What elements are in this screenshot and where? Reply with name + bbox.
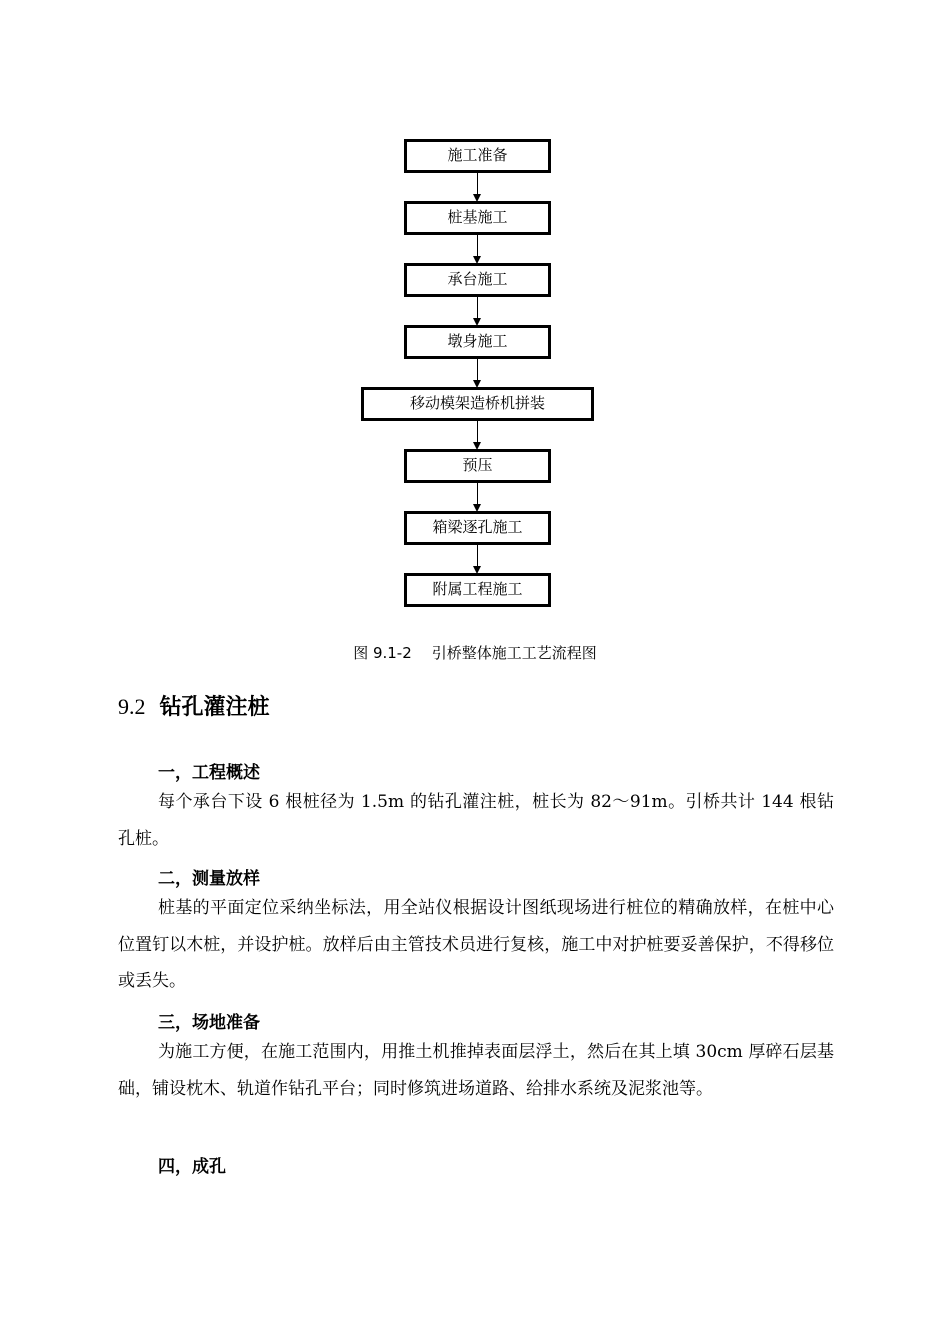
construction-flowchart (0, 0, 950, 630)
flow-step-preparation: 施工准备 (404, 139, 551, 173)
paragraph-site-prep: 为施工方便，在施工范围内，用推土机推掉表面层浮土，然后在其上填 30cm 厚碎石层基础，铺设枕木、轨道作钻孔平台；同时修筑进场道路、给排水系统及泥浆池等。 (118, 1042, 834, 1099)
section-title: 钻孔灌注桩 (159, 695, 270, 720)
flow-connector (477, 545, 478, 566)
flow-step-box-girder: 箱梁逐孔施工 (404, 511, 551, 545)
flow-step-pier-body: 墩身施工 (404, 325, 551, 359)
figure-caption (0, 642, 950, 663)
section-number: 9.2 (118, 694, 146, 719)
paragraph-overview: 每个承台下设 6 根桩径为 1.5m 的钻孔灌注桩，桩长为 82～91m。引桥共计 144 根钻孔桩。 (118, 792, 834, 849)
flow-step-ancillary-works: 附属工程施工 (404, 573, 551, 607)
subsection-heading-boring: 四，成孔 (158, 1157, 226, 1177)
flow-step-pile-foundation: 桩基施工 (404, 201, 551, 235)
flow-step-pile-cap: 承台施工 (404, 263, 551, 297)
subsection-heading-overview: 一，工程概述 (158, 763, 260, 783)
flow-connector (477, 421, 478, 442)
subsection-heading-site-prep: 三，场地准备 (158, 1013, 260, 1033)
flow-connector (477, 173, 478, 194)
subsection-heading-survey: 二，测量放样 (158, 869, 260, 889)
flow-step-formwork-assembly: 移动模架造桥机拼装 (361, 387, 594, 421)
flow-connector (477, 359, 478, 380)
paragraph-survey: 桩基的平面定位采纳坐标法，用全站仪根据设计图纸现场进行桩位的精确放样，在桩中心位置钉以木桩，并设护桩。放样后由主管技术员进行复核，施工中对护桩要妥善保护，不得移位或丢失。 (118, 898, 834, 991)
flow-connector (477, 297, 478, 318)
figure-number: 图 9.1-2 (353, 644, 412, 662)
flow-connector (477, 483, 478, 504)
flow-connector (477, 235, 478, 256)
flow-step-preloading: 预压 (404, 449, 551, 483)
figure-title: 引桥整体施工工艺流程图 (431, 644, 597, 662)
section-heading (118, 690, 270, 721)
